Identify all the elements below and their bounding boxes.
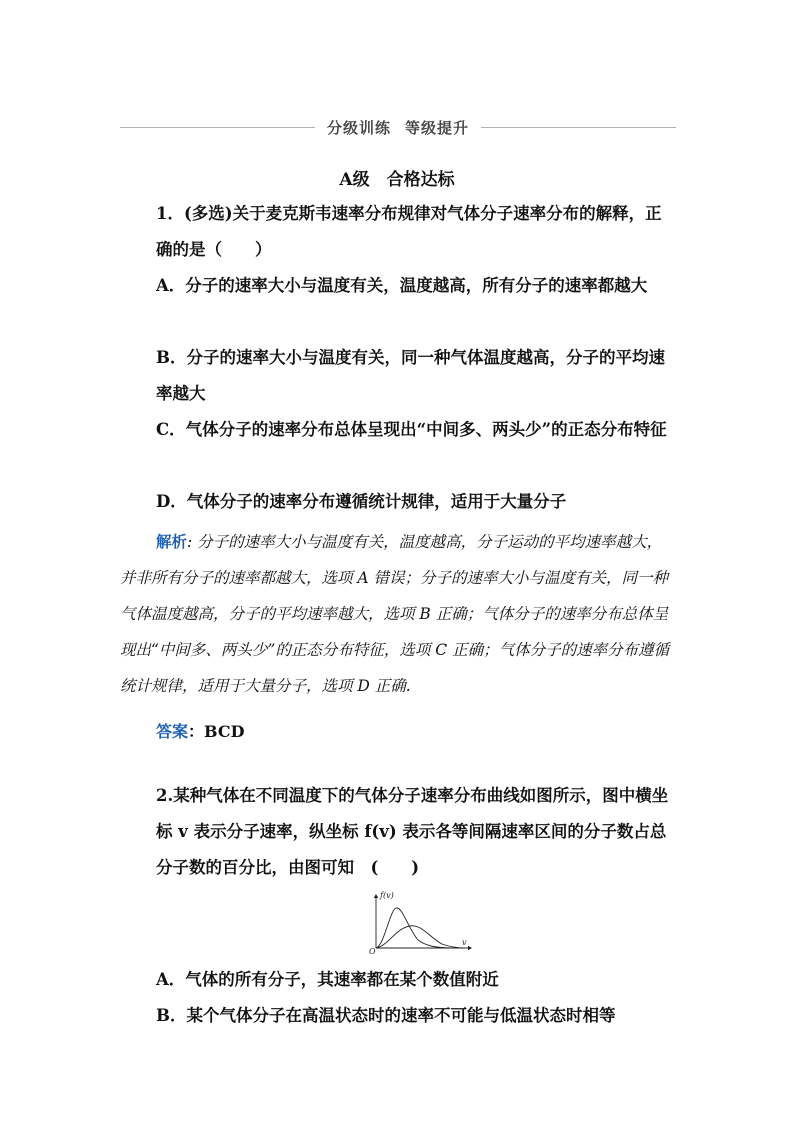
analysis-text: : 分子的速率大小与温度有关，温度越高，分子运动的平均速率越大，并非所有分子的速率都越大，选项 A 错误；分子的速率大小与温度有关，同一种气体温度越高，分子的平均速率越大，选项 B 正确；气体分子的速率分布总体呈现出“中间多、两头少”的正态分布特征，选项 C 正确；气体分子的速率分布遵循统计规律，适用于大量分子，选项 D 正确. (120, 533, 670, 695)
question-1-answer (156, 714, 244, 750)
banner-right-text: 等级提升 (405, 118, 470, 137)
q2-option-b-text: B．某个气体分子在高温状态时的速率不可能与低温状态时相等 (156, 1006, 616, 1025)
option-c-text: C．气体分子的速率分布总体呈现出“中间多、两头少”的正态分布特征 (156, 420, 667, 439)
question-1-option-a (120, 268, 676, 304)
level-title: A级 合格达标 (339, 170, 455, 190)
question-2-option-a (120, 962, 676, 998)
origin-label: O (369, 947, 376, 954)
option-b-text: B．分子的速率大小与温度有关，同一种气体温度越高，分子的平均速率越大 (156, 348, 665, 403)
x-axis-label: v (462, 938, 467, 947)
answer-label: 答案 (156, 722, 189, 741)
section-banner (120, 116, 676, 138)
question-2-stem (120, 778, 676, 886)
speed-distribution-figure (366, 888, 476, 954)
question-1-stem-text: 1．(多选)关于麦克斯韦速率分布规律对气体分子速率分布的解释，正确的是（ ） (156, 204, 662, 259)
banner-rule-right (481, 127, 676, 128)
question-1-option-b (120, 340, 676, 412)
high-temperature-curve (376, 926, 466, 948)
question-2-option-b (120, 998, 676, 1034)
question-1-stem (120, 196, 676, 268)
x-axis-arrow (468, 946, 472, 950)
y-axis-label: f(v) (380, 891, 394, 900)
banner-left-text: 分级训练 (326, 118, 391, 137)
distribution-graph (366, 888, 476, 954)
question-2-stem-text: 2.某种气体在不同温度下的气体分子速率分布曲线如图所示，图中横坐标 v 表示分子速率，纵坐标 f(v) 表示各等间隔速率区间的分子数占总分子数的百分比，由图可知 ( ) (156, 786, 669, 877)
question-1-analysis (120, 524, 676, 704)
low-temperature-curve (376, 908, 454, 948)
banner-rule-left (120, 127, 315, 128)
analysis-label: 解析 (156, 532, 188, 551)
option-d-text: D．气体分子的速率分布遵循统计规律，适用于大量分子 (156, 492, 567, 511)
question-1-option-c (120, 412, 676, 448)
answer-text: ：BCD (188, 722, 245, 741)
option-a-text: A．分子的速率大小与温度有关，温度越高，所有分子的速率都越大 (156, 276, 648, 295)
q2-option-a-text: A．气体的所有分子，其速率都在某个数值附近 (156, 970, 499, 989)
question-1-option-d (120, 484, 676, 520)
banner-text (315, 117, 481, 138)
y-axis-arrow (374, 894, 378, 898)
